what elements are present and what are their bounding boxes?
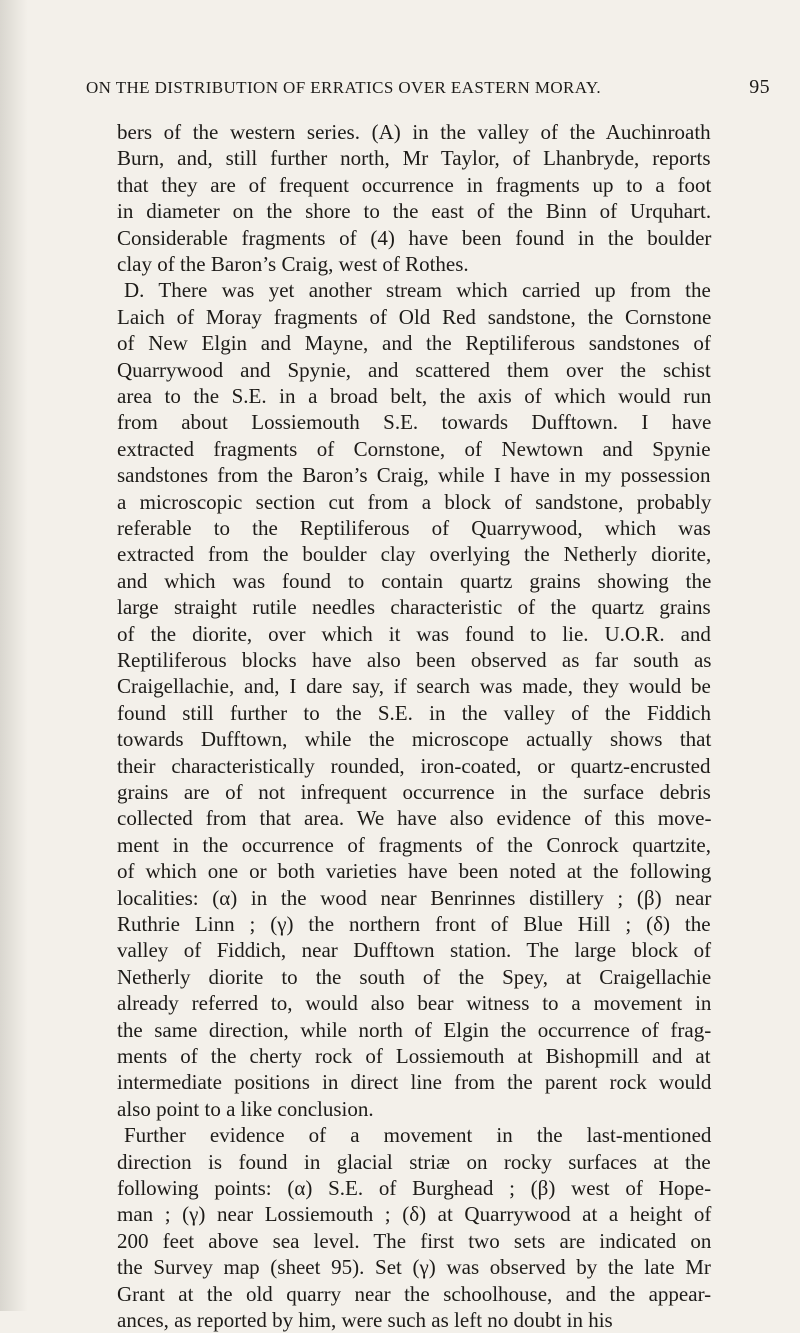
text-line: extracted from the boulder clay overlying the Netherly diorite, <box>117 542 712 567</box>
text-line: the Survey map (sheet 95). Set (γ) was observed by the late Mr <box>117 1255 711 1280</box>
text-line: extracted fragments of Cornstone, of Newtown and Spynie <box>117 436 711 461</box>
text-line: localities: (α) in the wood near Benrinnes distillery ; (β) near <box>117 885 712 910</box>
text-line: direction is found in glacial striæ on rocky surfaces at the <box>117 1149 711 1174</box>
text-line: Burn, and, still further north, Mr Taylor, of Lhanbryde, reports <box>117 146 711 171</box>
text-line: also point to a like conclusion. <box>117 1096 374 1121</box>
text-line: of the diorite, over which it was found to lie. U.O.R. and <box>117 621 711 646</box>
text-line: and which was found to contain quartz grains showing the <box>117 568 712 593</box>
text-line: ances, as reported by him, were such as left no doubt in his <box>117 1308 613 1332</box>
text-line: from about Lossiemouth S.E. towards Dufftown. I have <box>117 410 712 435</box>
text-line: of New Elgin and Mayne, and the Reptiliferous sandstones of <box>117 331 711 356</box>
text-line: the same direction, while north of Elgin the occurrence of frag- <box>117 1017 712 1042</box>
text-line: in diameter on the shore to the east of the Binn of Urquhart. <box>117 199 712 224</box>
text-line: D. There was yet another stream which carried up from the <box>124 278 711 303</box>
text-line: Craigellachie, and, I dare say, if search was made, they would be <box>117 674 711 699</box>
text-line: Ruthrie Linn ; (γ) the northern front of Blue Hill ; (δ) the <box>117 912 711 936</box>
text-line: Quarrywood and Spynie, and scattered them over the schist <box>117 357 711 382</box>
text-line: already referred to, would also bear witness to a movement in <box>117 991 712 1016</box>
text-line: 200 feet above sea level. The first two sets are indicated on <box>117 1228 712 1253</box>
text-line: collected from that area. We have also evidence of this move- <box>117 806 712 831</box>
text-line: towards Dufftown, while the microscope actually shows that <box>117 727 712 752</box>
text-line: that they are of frequent occurrence in fragments up to a foot <box>117 172 712 197</box>
text-line: Netherly diorite to the south of the Spey, at Craigellachie <box>117 964 712 989</box>
text-line: intermediate positions in direct line from the parent rock would <box>117 1070 712 1095</box>
text-line: following points: (α) S.E. of Burghead ; (β) west of Hope- <box>117 1176 712 1200</box>
text-line: bers of the western series. (A) in the valley of the Auchinroath <box>117 120 711 144</box>
text-line: of which one or both varieties have been noted at the following <box>117 859 712 884</box>
text-line: referable to the Reptiliferous of Quarrywood, which was <box>117 516 711 540</box>
text-line: Considerable fragments of (4) have been found in the boulder <box>117 225 712 250</box>
text-line: ments of the cherty rock of Lossiemouth at Bishopmill and at <box>117 1044 711 1068</box>
text-line: a microscopic section cut from a block of sandstone, probably <box>117 489 712 514</box>
running-title: ON THE DISTRIBUTION OF ERRATICS OVER EASTERN MORAY. <box>86 78 602 97</box>
text-line: valley of Fiddich, near Dufftown station. The large block of <box>117 938 712 963</box>
text-line: sandstones from the Baron’s Craig, while I have in my possession <box>117 463 711 488</box>
text-line: grains are of not infrequent occurrence in the surface debris <box>117 780 711 804</box>
text-line: Grant at the old quarry near the schoolhouse, and the appear- <box>117 1281 712 1306</box>
text-line: man ; (γ) near Lossiemouth ; (δ) at Quarrywood at a height of <box>117 1202 712 1227</box>
text-line: clay of the Baron’s Craig, west of Rothes. <box>117 252 469 276</box>
text-line: Further evidence of a movement in the last-mentioned <box>124 1123 712 1148</box>
running-head <box>86 78 770 106</box>
text-line: area to the S.E. in a broad belt, the axis of which would run <box>117 384 712 408</box>
page-number: 95 <box>749 76 770 98</box>
text-line: found still further to the S.E. in the valley of the Fiddich <box>117 700 712 725</box>
text-line: Reptiliferous blocks have also been observed as far south as <box>117 648 712 672</box>
text-line: large straight rutile needles characteristic of the quartz grains <box>117 595 711 620</box>
text-line: Laich of Moray fragments of Old Red sandstone, the Cornstone <box>117 304 712 329</box>
text-line: ment in the occurrence of fragments of the Conrock quartzite, <box>117 832 711 857</box>
text-line: their characteristically rounded, iron-coated, or quartz-encrusted <box>117 753 711 778</box>
